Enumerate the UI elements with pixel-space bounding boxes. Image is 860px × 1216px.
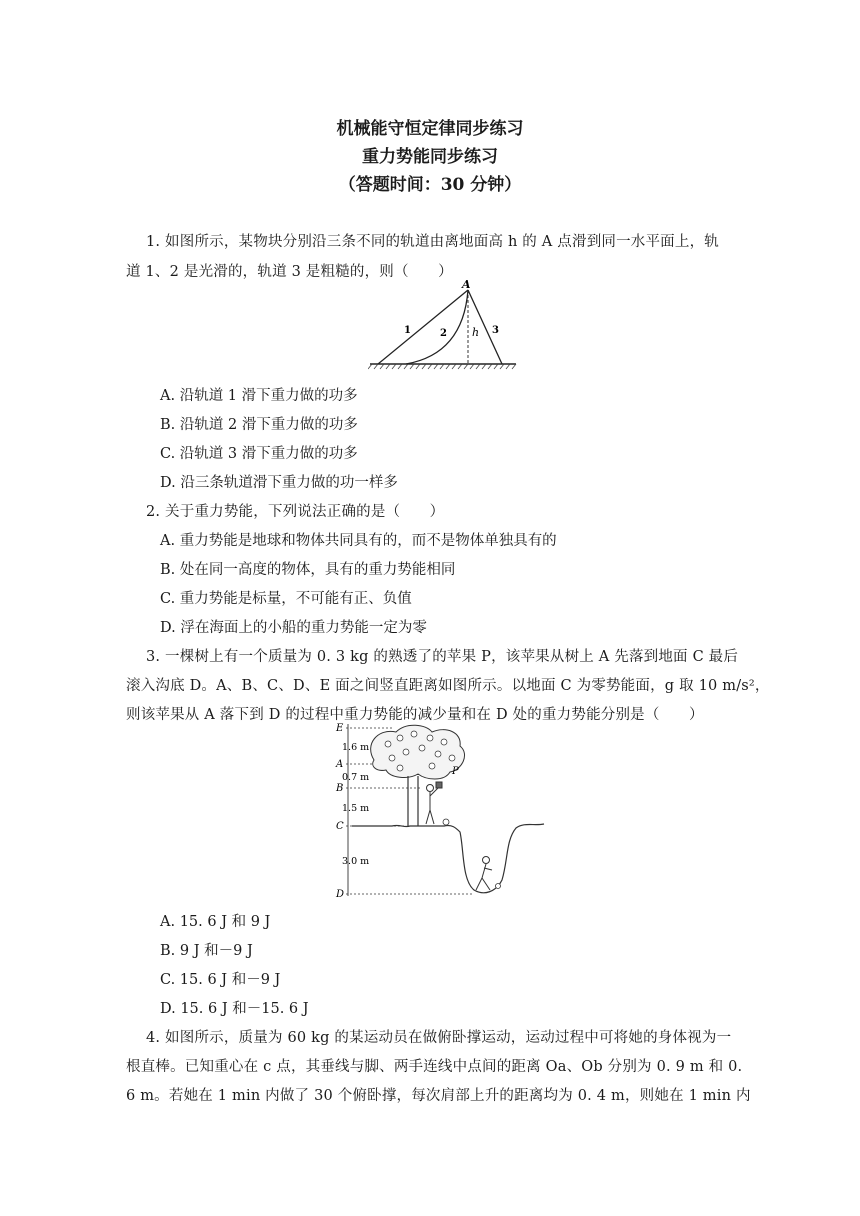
q2-stem: 2. 关于重力势能，下列说法正确的是（ ） — [146, 504, 445, 520]
tree-trunk — [408, 776, 418, 826]
q1-option-b[interactable]: B. 沿轨道 2 滑下重力做的功多 — [160, 417, 358, 433]
q4-stem-line2: 根直棒。已知重心在 c 点，其垂线与脚、两手连线中点间的距离 Oa、Ob 分别为 0. 9 m 和 0. — [126, 1059, 743, 1075]
track-1-label: 1 — [404, 325, 411, 336]
q4-stem-line3: 6 m。若她在 1 min 内做了 30 个俯卧撑，每次肩部上升的距离均为 0. 4 m，则她在 1 min 内 — [126, 1088, 751, 1104]
q1-option-a[interactable]: A. 沿轨道 1 滑下重力做的功多 — [160, 388, 358, 404]
ground-and-ditch — [352, 824, 544, 893]
q3-option-a[interactable]: A. 15. 6 J 和 9 J — [160, 914, 271, 930]
person-standing — [426, 782, 442, 824]
q2-option-a[interactable]: A. 重力势能是地球和物体共同具有的，而不是物体单独具有的 — [160, 533, 557, 549]
page-subtitle: 重力势能同步练习 — [362, 147, 498, 167]
height-label: h — [472, 326, 480, 339]
q2-option-c[interactable]: C. 重力势能是标量，不可能有正、负值 — [160, 591, 412, 607]
level-e-label: E — [336, 723, 344, 734]
q3-option-b[interactable]: B. 9 J 和－9 J — [160, 943, 253, 959]
level-c-label: C — [336, 821, 344, 832]
gap-bc-label: 1.5 m — [342, 803, 370, 814]
q2-option-b[interactable]: B. 处在同一高度的物体，具有的重力势能相同 — [160, 562, 456, 578]
q1-option-d[interactable]: D. 沿三条轨道滑下重力做的功一样多 — [160, 475, 398, 491]
apple-p-label: P — [452, 766, 459, 777]
q1-stem-line1: 1. 如图所示，某物块分别沿三条不同的轨道由离地面高 h 的 A 点滑到同一水平面上，轨 — [146, 234, 719, 250]
q1-stem-line2: 道 1、2 是光滑的，轨道 3 是粗糙的，则（ ） — [126, 264, 453, 280]
gap-cd-label: 3.0 m — [342, 856, 370, 867]
q3-option-d[interactable]: D. 15. 6 J 和－15. 6 J — [160, 1001, 309, 1017]
q3-stem-line1: 3. 一棵树上有一个质量为 0. 3 kg 的熟透了的苹果 P，该苹果从树上 A 先落到地面 C 最后 — [146, 649, 739, 665]
track-2-label: 2 — [440, 328, 447, 339]
track-2 — [406, 290, 468, 364]
q4-stem-line1: 4. 如图所示，质量为 60 kg 的某运动员在做俯卧撑运动，运动过程中可将她的身体视为一 — [146, 1030, 732, 1046]
time-note: （答题时间：30 分钟） — [338, 175, 522, 195]
q1-option-c[interactable]: C. 沿轨道 3 滑下重力做的功多 — [160, 446, 358, 462]
q3-stem-line2: 滚入沟底 D。A、B、C、D、E 面之间竖直距离如图所示。以地面 C 为零势能面，g 取 10 m/s²， — [126, 678, 770, 694]
q1-track-figure — [368, 276, 518, 370]
q3-apple-tree-figure — [334, 720, 554, 902]
apple-in-ditch — [496, 884, 501, 889]
apple-on-ground — [443, 819, 449, 825]
q3-option-c[interactable]: C. 15. 6 J 和－9 J — [160, 972, 281, 988]
track-1 — [378, 290, 468, 364]
q3-stem-line3: 则该苹果从 A 落下到 D 的过程中重力势能的减少量和在 D 处的重力势能分别是（ ） — [126, 707, 704, 723]
person-in-ditch — [476, 857, 492, 891]
page-title: 机械能守恒定律同步练习 — [336, 119, 524, 139]
tree-canopy — [371, 725, 465, 779]
track-3-label: 3 — [492, 325, 499, 336]
gap-ea-label: 1.6 m — [342, 742, 370, 753]
level-b-label: B — [336, 783, 344, 794]
gap-ab-label: 0.7 m — [342, 772, 370, 783]
level-a-label: A — [336, 759, 344, 770]
level-d-label: D — [336, 889, 345, 900]
apex-label: A — [462, 278, 471, 291]
q2-option-d[interactable]: D. 浮在海面上的小船的重力势能一定为零 — [160, 620, 427, 636]
